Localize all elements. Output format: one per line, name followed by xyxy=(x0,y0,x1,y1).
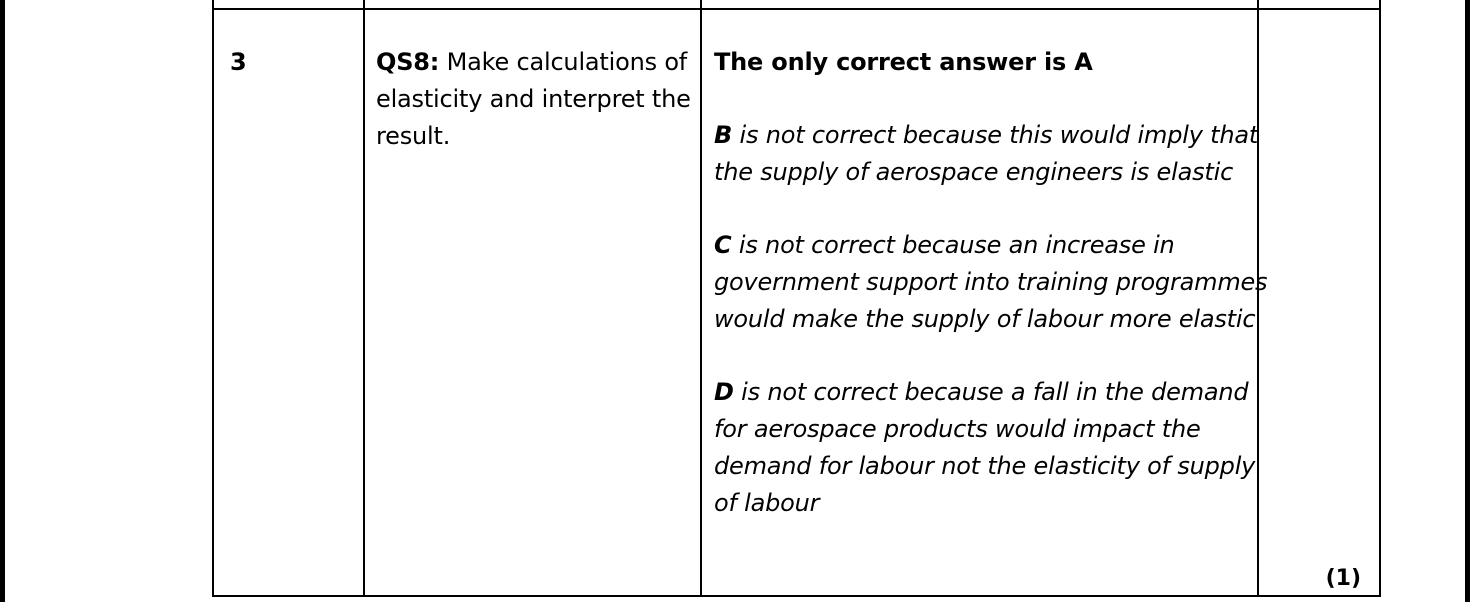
objective-text: Make calculations of elasticity and interpret the result. xyxy=(376,48,691,150)
mark-scheme-table xyxy=(212,0,1381,597)
reason-b-letter: B xyxy=(714,121,733,149)
answer-explanation xyxy=(714,44,1274,522)
reason-d-text: is not correct because a fall in the demand for aerospace products would impact the demand for labour not the elasticity of supply of labour xyxy=(714,378,1256,517)
mark-value: (1) xyxy=(1325,566,1361,591)
reason-c-text: is not correct because an increase in government support into training programmes would make the supply of labour more elastic xyxy=(714,231,1268,333)
reason-d xyxy=(714,374,1274,522)
correct-answer-heading: The only correct answer is A xyxy=(714,48,1093,76)
column-divider-1 xyxy=(363,0,365,595)
reason-d-letter: D xyxy=(714,378,734,406)
reason-c-letter: C xyxy=(714,231,732,259)
objective-code: QS8: xyxy=(376,48,440,76)
specification-objective xyxy=(376,44,706,155)
reason-b-text: is not correct because this would imply that the supply of aerospace engineers is elastic xyxy=(714,121,1259,186)
row-divider-top xyxy=(214,8,1379,10)
left-edge-bar xyxy=(0,0,5,602)
question-number: 3 xyxy=(230,48,247,76)
reason-b xyxy=(714,117,1274,191)
reason-c xyxy=(714,227,1274,338)
right-edge-bar xyxy=(1465,0,1470,602)
